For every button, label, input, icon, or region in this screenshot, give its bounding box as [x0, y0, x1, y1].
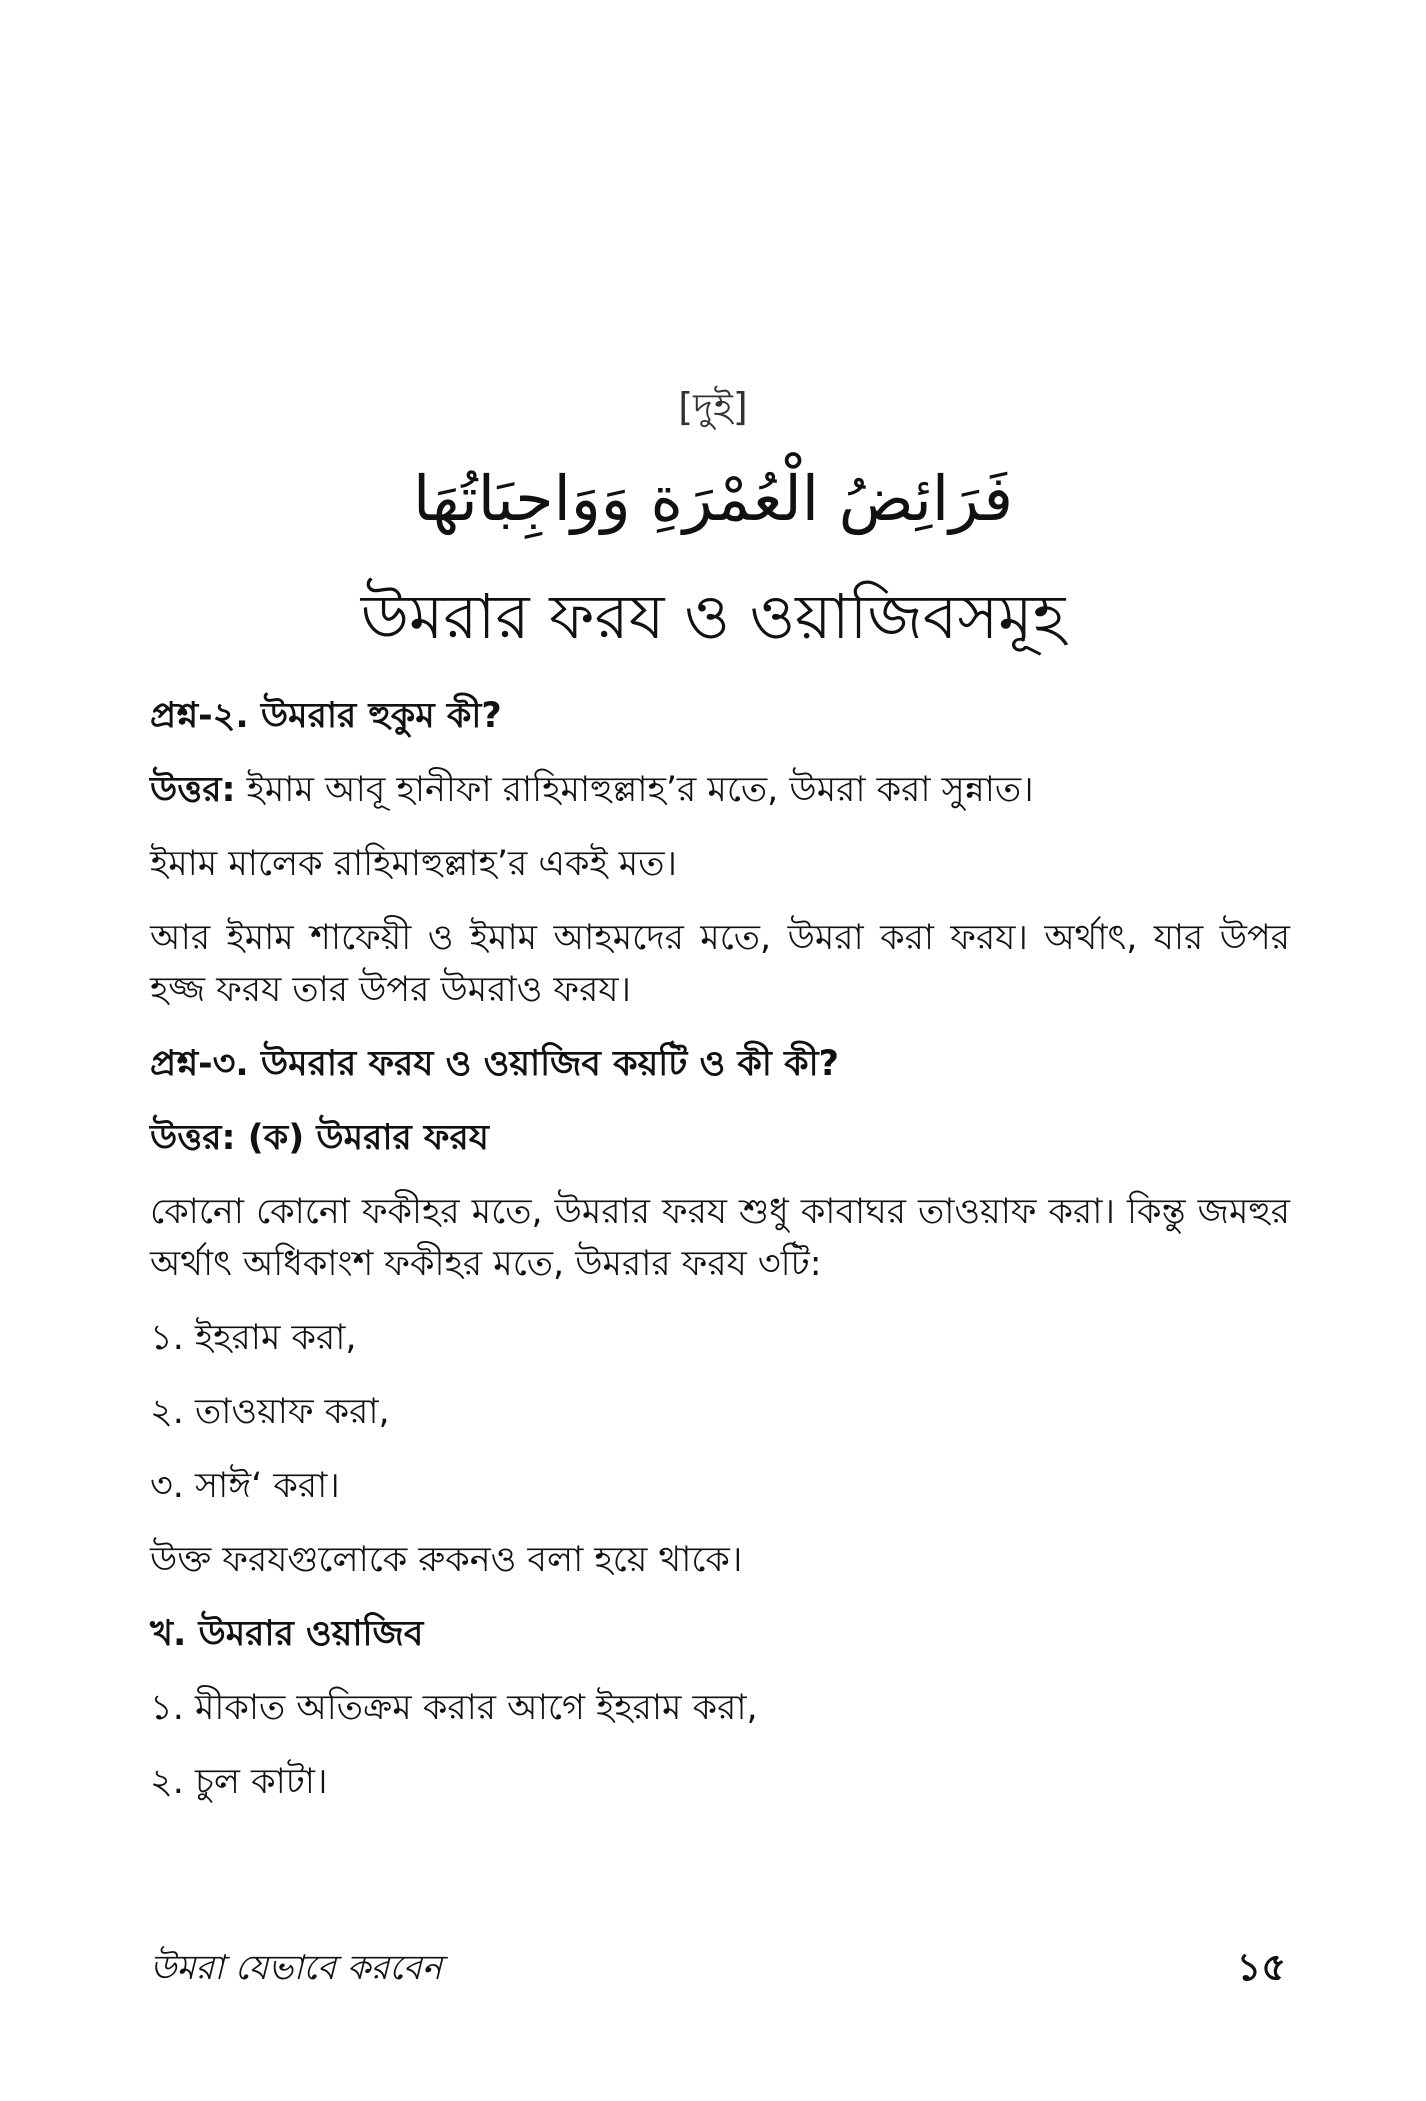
wajib-heading: খ. উমরার ওয়াজিব	[150, 1614, 424, 1654]
page-content	[150, 690, 1290, 1830]
answer-2-line-3: আর ইমাম শাফেয়ী ও ইমাম আহমদের মতে, উমরা করা ফরয। অর্থাৎ, যার উপর হজ্জ ফরয তার উপর উমরাও ফরয।	[150, 918, 1290, 1010]
chapter-title: উমরার ফরয ও ওয়াজিবসমূহ	[360, 580, 1066, 653]
answer-2-line-2: ইমাম মালেক রাহিমাহুল্লাহ’র একই মত।	[150, 844, 678, 884]
list-item-wajib-1: ১. মীকাত অতিক্রম করার আগে ইহরাম করা,	[150, 1688, 758, 1728]
fard-paragraph: কোনো কোনো ফকীহর মতে, উমরার ফরয শুধু কাবাঘর তাওয়াফ করা। কিন্তু জমহুর অর্থাৎ অধিকাংশ ফকীহর মতে, উমরার ফরয ৩টি:	[150, 1192, 1290, 1284]
answer-2	[150, 764, 1290, 816]
answer-label: উত্তর:	[150, 770, 236, 810]
list-item-fard-3: ৩. সাঈ‘ করা।	[150, 1466, 340, 1506]
page-number: ১৫	[1236, 1945, 1286, 1989]
answer-3-heading: উত্তর: (ক) উমরার ফরয	[150, 1118, 489, 1158]
question-2: প্রশ্ন-২. উমরার হুকুম কী?	[150, 696, 502, 736]
chapter-number: [দুই]	[678, 385, 748, 429]
arabic-chapter-title: فَرَائِضُ الْعُمْرَةِ وَوَاجِبَاتُهَا	[412, 462, 1014, 535]
list-item-wajib-2: ২. চুল কাটা।	[150, 1762, 328, 1802]
list-item-fard-2: ২. তাওয়াফ করা,	[150, 1392, 390, 1432]
list-item-fard-1: ১. ইহরাম করা,	[150, 1318, 357, 1358]
running-footer-title: উমরা যেভাবে করবেন	[150, 1948, 443, 1988]
question-3: প্রশ্ন-৩. উমরার ফরয ও ওয়াজিব কয়টি ও কী কী?	[150, 1044, 839, 1084]
answer-2-text: ইমাম আবূ হানীফা রাহিমাহুল্লাহ’র মতে, উমরা করা সুন্নাত।	[235, 770, 1034, 810]
rukn-note: উক্ত ফরযগুলোকে রুকনও বলা হয়ে থাকে।	[150, 1540, 743, 1580]
